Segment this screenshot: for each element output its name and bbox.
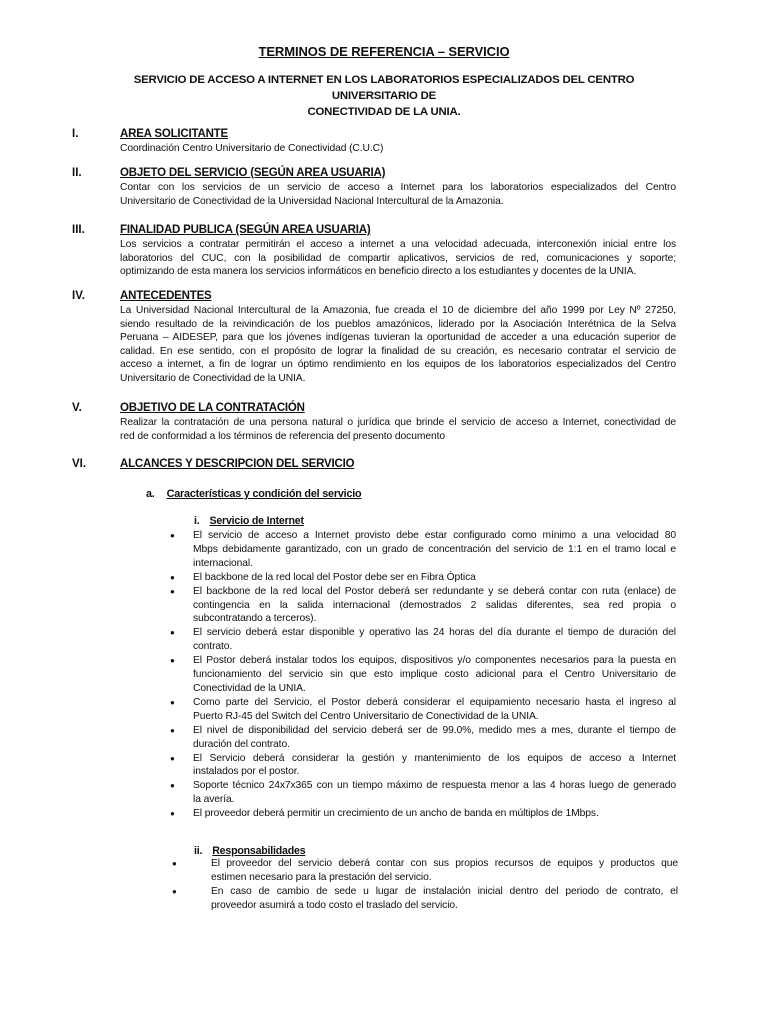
list-item (170, 779, 676, 807)
bullet-icon: ● (170, 809, 175, 819)
list-item-text (193, 529, 676, 571)
section-body (120, 304, 676, 386)
list-item-line: En caso de cambio de sede u lugar de instalación inicial dentro del periodo de contrato, el (211, 885, 678, 897)
list-item-line: El servicio deberá estar disponible y operativo las 24 horas del día durante el tiempo de duración del (193, 627, 676, 639)
subtitle-line: CONECTIVIDAD DE LA UNIA. (307, 106, 461, 118)
list-item-line: El proveedor del servicio deberá contar con sus propios recursos de equipos y productos que (211, 858, 678, 869)
list-item (170, 724, 676, 752)
list-item-text (193, 585, 676, 627)
list-item-line: El backbone de la red local del Postor debe ser en Fibra Óptica (193, 571, 476, 583)
body-line: Peruana – AIDESEP, para que los jóvenes indígenas tuvieran la oportunidad de acceder a una educación superior de (120, 332, 676, 344)
list-item-line: duración del contrato. (193, 738, 290, 750)
section-number: II. (72, 167, 82, 179)
section-number: VI. (72, 458, 87, 470)
list-item-line: internacional. (193, 557, 253, 569)
list-item (170, 696, 676, 724)
list-item-text (193, 779, 676, 807)
section-number: V. (72, 402, 82, 414)
subsection-label: Características y condición del servicio (166, 488, 362, 500)
list-item (170, 626, 676, 654)
body-line: Universitario de Conectividad de la UNIA. (120, 372, 306, 384)
list-item-line: El Servicio deberá considerar la gestión y mantenimiento de los equipos de acceso a Internet (193, 752, 676, 764)
list-item-line: Como parte del Servicio, el Postor deberá considerar el equipamiento necesario hasta el ingreso al (193, 696, 676, 708)
bullet-icon: ● (170, 572, 175, 582)
document-title: TERMINOS DE REFERENCIA – SERVICIO (258, 44, 510, 59)
subsection-caracteristicas (146, 488, 361, 500)
body-line: Universitario de Conectividad de la Universidad Nacional Intercultural de la Amazonia. (120, 195, 504, 207)
list-item (170, 857, 678, 885)
list-item-line: El nivel de disponibilidad del servicio deberá ser de 99.0%, medido mes a mes, durante el tiempo de (193, 724, 676, 736)
list-item-text (193, 626, 676, 654)
bullet-icon: ● (170, 628, 175, 638)
list-item-line: Mbps debidamente garantizado, con un grado de concentración del servicio de 1:1 en el tramo local e (193, 543, 676, 555)
list-item (170, 529, 676, 571)
list-item-text (211, 885, 678, 913)
body-line: Realizar la contratación de una persona natural o jurídica que brinde el servicio de acceso a Internet, conectividad de (120, 417, 676, 428)
bullet-icon: ● (170, 531, 175, 540)
section-number: III. (72, 224, 85, 236)
body-line: La Universidad Nacional Intercultural de la Amazonia, fue creada el 10 de diciembre del año 1999 por Ley Nº 27250, (120, 305, 676, 316)
body-line: red de conformidad a los términos de referencia del presento documento (120, 430, 445, 442)
bullet-icon: ● (170, 781, 175, 791)
list-item-line: proveedor asumirá a todo costo el traslado del servicio. (211, 899, 458, 911)
internet-requirements-list (170, 529, 676, 821)
section-body (120, 416, 676, 443)
bullet-icon: ● (172, 886, 177, 896)
section-heading: ALCANCES Y DESCRIPCION DEL SERVICIO (120, 458, 355, 470)
list-item-line: funcionamiento del servicio sin que esto implique costo adicional para el Centro Universitario de (193, 669, 676, 681)
list-item-line: estimen necesario para la prestación del servicio. (211, 871, 432, 883)
subsection-marker: ii. (194, 845, 203, 857)
list-item (170, 885, 678, 913)
list-item-text (193, 571, 676, 585)
list-item-line: Puerto RJ-45 del Switch del Centro Universitario de Conectividad de la UNIA. (193, 710, 539, 722)
body-line: calidad. En ese sentido, con el propósito de lograr la finalidad de su creación, es necesario contratar el servicio de (120, 345, 676, 357)
body-line: Coordinación Centro Universitario de Conectividad (C.U.C) (120, 143, 384, 154)
section-heading: AREA SOLICITANTE (120, 128, 228, 140)
section-body (120, 181, 676, 208)
body-line: siendo resultado de la reivindicación de los pueblos amazónicos, liderado por la Asociación Interétnica de la Selva (120, 318, 676, 330)
list-item (170, 807, 676, 821)
list-item-line: Conectividad de la UNIA. (193, 682, 306, 694)
list-item-line: El Postor deberá instalar todos los equipos, dispositivos y/o componentes necesarios para la puesta en (193, 655, 676, 667)
section-number: I. (72, 128, 79, 140)
list-item-line: subcontratando a terceros). (193, 613, 317, 625)
list-item-line: Soporte técnico 24x7x365 con un tiempo máximo de respuesta menor a las 4 horas luego de generado (193, 780, 676, 792)
list-item-text (211, 857, 678, 885)
body-line: laboratorios del CUC, con la posibilidad de compartir aplicativos, servicios de red, comunicaciones y soporte; (120, 252, 676, 264)
section-heading: ANTECEDENTES (120, 290, 212, 302)
list-item-line: El backbone de la red local del Postor deberá ser redundante y se deberá contar con ruta (enlace) de (193, 585, 676, 597)
subsection-responsabilidades (194, 845, 305, 857)
list-item (170, 571, 676, 585)
list-item-text (193, 654, 676, 696)
list-item-text (193, 724, 676, 752)
list-item-text (193, 807, 676, 821)
list-item-line: instalados por el postor. (193, 766, 300, 778)
section-body (120, 142, 676, 156)
section-number: IV. (72, 290, 86, 302)
bullet-icon: ● (170, 725, 175, 735)
list-item (170, 654, 676, 696)
section-heading: FINALIDAD PUBLICA (SEGÚN AREA USUARIA) (120, 224, 371, 236)
section-heading: OBJETIVO DE LA CONTRATACIÓN (120, 402, 305, 414)
responsibilities-list (170, 857, 678, 913)
list-item-line: El proveedor deberá permitir un crecimiento de un ancho de banda en múltiplos de 1Mbps. (193, 808, 599, 820)
bullet-icon: ● (172, 859, 177, 868)
bullet-icon: ● (170, 753, 175, 763)
body-line: Los servicios a contratar permitirán el acceso a internet a una velocidad adecuada, interconexión inicial entre los (120, 239, 676, 250)
list-item-line: contrato. (193, 641, 233, 653)
document-subtitle (90, 72, 678, 120)
list-item (170, 752, 676, 780)
list-item (170, 585, 676, 627)
subsection-label: Servicio de Internet (209, 515, 304, 527)
subsection-marker: a. (146, 488, 155, 500)
list-item-text (193, 752, 676, 780)
list-item-line: El servicio de acceso a Internet provisto debe estar configurado como mínimo a una velocidad 80 (193, 530, 676, 541)
subsection-servicio-internet (194, 515, 304, 527)
bullet-icon: ● (170, 586, 175, 596)
section-heading: OBJETO DEL SERVICIO (SEGÚN AREA USUARIA) (120, 167, 386, 179)
subtitle-line: SERVICIO DE ACCESO A INTERNET EN LOS LABORATORIOS ESPECIALIZADOS DEL CENTRO UNIVERSITARIO DE (133, 74, 635, 102)
subsection-label: Responsabilidades (212, 845, 306, 857)
subsection-marker: i. (194, 515, 200, 527)
body-line: Contar con los servicios de un servicio de acceso a Internet para los laboratorios especializados del Centro (120, 182, 676, 193)
list-item-text (193, 696, 676, 724)
list-item-line: la avería. (193, 794, 235, 806)
body-line: acceso a internet, a fin de lograr un óptimo rendimiento en los equipos de los laboratorios especializados del Centro (120, 359, 676, 371)
list-item-line: contingencia en la salida internacional (demostrados 2 salidas diferentes, sea red propia o (193, 599, 676, 611)
bullet-icon: ● (170, 697, 175, 707)
body-line: optimizando de esta manera los servicios informáticos en beneficio directo a los estudiantes y docentes de la UNIA. (120, 266, 637, 278)
section-body (120, 238, 676, 279)
bullet-icon: ● (170, 656, 175, 666)
